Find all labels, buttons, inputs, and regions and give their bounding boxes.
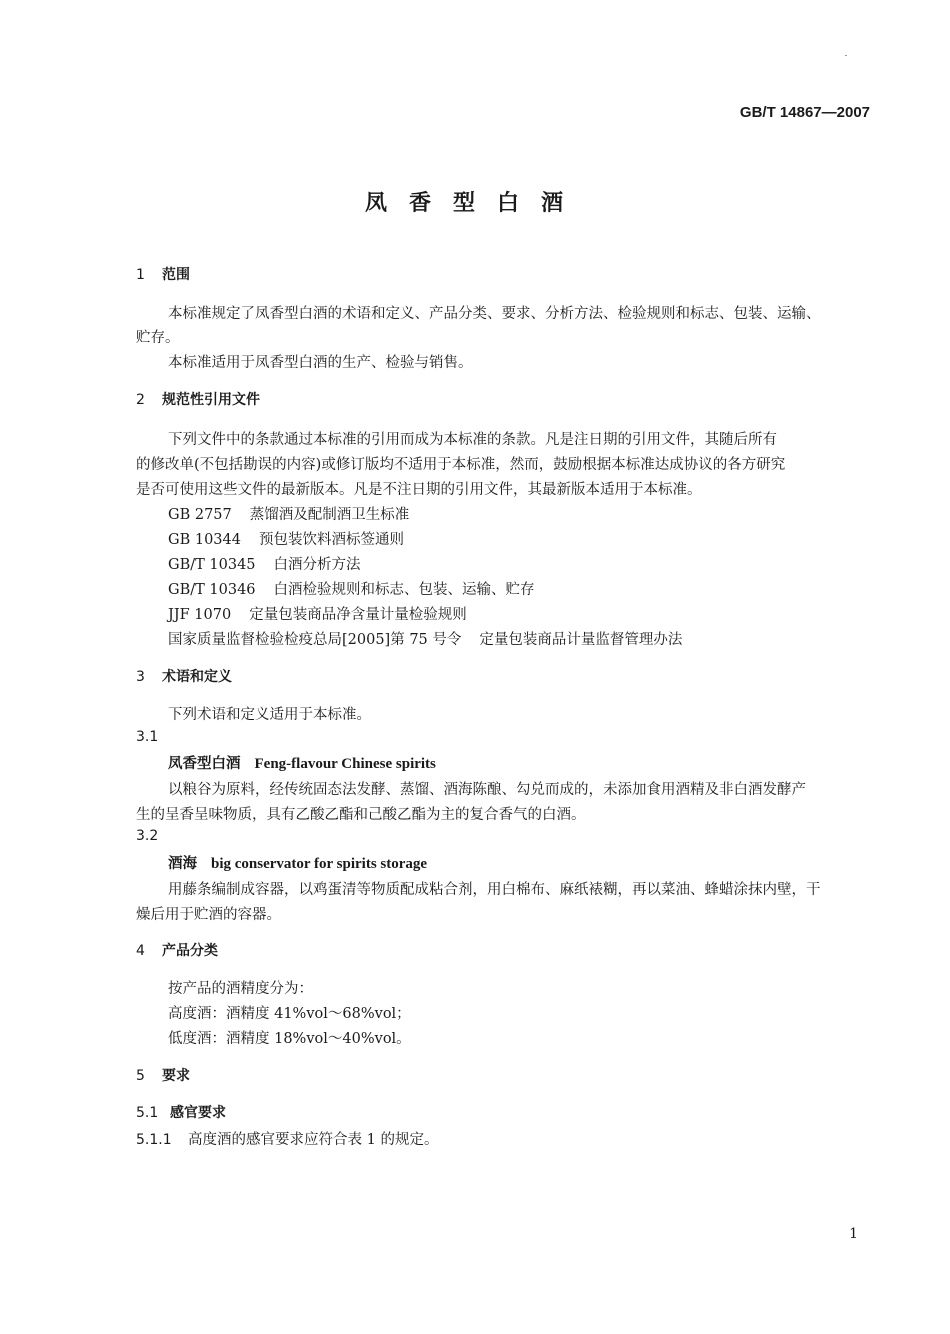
reference-title: 蒸馏酒及配制酒卫生标准 xyxy=(249,507,410,523)
document-title: 凤香型白酒 xyxy=(364,191,585,216)
reference-code: 国家质量监督检验检疫总局[2005]第 75 号令 xyxy=(168,632,462,648)
section-title: 产品分类 xyxy=(162,943,218,959)
reference-title: 定量包装商品计量监督管理办法 xyxy=(479,632,683,648)
term-english: Feng-flavour Chinese spirits xyxy=(254,756,436,772)
section-title: 要求 xyxy=(162,1068,190,1084)
reference-code: GB/T 10346 xyxy=(168,582,256,598)
reference-item xyxy=(168,603,467,624)
section-3-heading xyxy=(136,666,232,686)
section-title: 术语和定义 xyxy=(162,669,232,685)
term-number: 3.1 xyxy=(136,729,159,745)
s4-item: 低度酒：酒精度 18%vol～40%vol。 xyxy=(168,1031,411,1047)
subsection-title: 感官要求 xyxy=(170,1105,226,1121)
term-definition-line: 用藤条编制成容器，以鸡蛋清等物质配成粘合剂，用白棉布、麻纸裱糊，再以菜油、蜂蜡涂抹内壁，干 xyxy=(168,882,821,898)
section-1-heading xyxy=(136,264,190,284)
section-number: 2 xyxy=(136,392,145,408)
reference-code: GB 2757 xyxy=(168,507,232,523)
section-5-heading xyxy=(136,1065,190,1085)
s4-intro: 按产品的酒精度分为： xyxy=(168,981,313,997)
standard-code: GB/T 14867—2007 xyxy=(739,104,870,121)
s3-intro: 下列术语和定义适用于本标准。 xyxy=(168,707,371,723)
section-2-heading xyxy=(136,389,260,409)
reference-item xyxy=(168,528,404,549)
term-english: big conservator for spirits storage xyxy=(211,856,428,872)
term-heading xyxy=(168,852,427,873)
reference-title: 白酒分析方法 xyxy=(273,557,361,573)
subsection-number: 5.1 xyxy=(136,1105,159,1121)
reference-code: GB/T 10345 xyxy=(168,557,256,573)
s2-paragraph-line: 的修改单(不包括勘误的内容)或修订版均不适用于本标准，然而，鼓励根据本标准达成协议的各方研究 xyxy=(136,457,786,473)
reference-code: JJF 1070 xyxy=(168,607,232,623)
reference-title: 预包装饮料酒标签通则 xyxy=(258,532,404,548)
term-definition-line: 生的呈香呈味物质，具有乙酸乙酯和己酸乙酯为主的复合香气的白酒。 xyxy=(136,807,586,823)
reference-item xyxy=(168,628,682,649)
section-4-heading xyxy=(136,940,218,960)
reference-item xyxy=(168,503,409,524)
clause-text: 高度酒的感官要求应符合表 1 的规定。 xyxy=(188,1132,439,1148)
section-number: 5 xyxy=(136,1068,145,1084)
section-number: 3 xyxy=(136,669,145,685)
reference-title: 白酒检验规则和标志、包装、运输、贮存 xyxy=(273,582,535,598)
reference-title: 定量包装商品净含量计量检验规则 xyxy=(249,607,467,623)
s4-item: 高度酒：酒精度 41%vol～68%vol； xyxy=(168,1006,411,1022)
term-chinese: 凤香型白酒 xyxy=(168,756,241,772)
scan-speck xyxy=(845,55,847,56)
section-number: 1 xyxy=(136,267,145,283)
term-number: 3.2 xyxy=(136,828,159,844)
term-definition-line: 燥后用于贮酒的容器。 xyxy=(136,907,281,923)
section-number: 4 xyxy=(136,943,145,959)
subsection-5-1-heading xyxy=(136,1102,226,1122)
section-title: 规范性引用文件 xyxy=(162,392,260,408)
s2-paragraph-line: 是否可使用这些文件的最新版本。凡是不注日期的引用文件，其最新版本适用于本标准。 xyxy=(136,482,702,498)
reference-item xyxy=(168,553,361,574)
term-chinese: 酒海 xyxy=(168,856,197,872)
term-definition-line: 以粮谷为原料，经传统固态法发酵、蒸馏、酒海陈酿、勾兑而成的，未添加食用酒精及非白酒发酵产 xyxy=(168,782,806,798)
page-number: 1 xyxy=(849,1226,858,1242)
clause-5-1-1 xyxy=(136,1128,438,1149)
s1-paragraph-line: 贮存。 xyxy=(136,330,180,346)
s2-paragraph-line: 下列文件中的条款通过本标准的引用而成为本标准的条款。凡是注日期的引用文件，其随后所有 xyxy=(168,432,777,448)
s1-paragraph: 本标准适用于凤香型白酒的生产、检验与销售。 xyxy=(168,355,473,371)
section-title: 范围 xyxy=(162,267,190,283)
reference-code: GB 10344 xyxy=(168,532,241,548)
term-heading xyxy=(168,752,436,773)
reference-item xyxy=(168,578,535,599)
clause-number: 5.1.1 xyxy=(136,1132,172,1148)
s1-paragraph-line: 本标准规定了凤香型白酒的术语和定义、产品分类、要求、分析方法、检验规则和标志、包装、运输、 xyxy=(168,306,821,322)
